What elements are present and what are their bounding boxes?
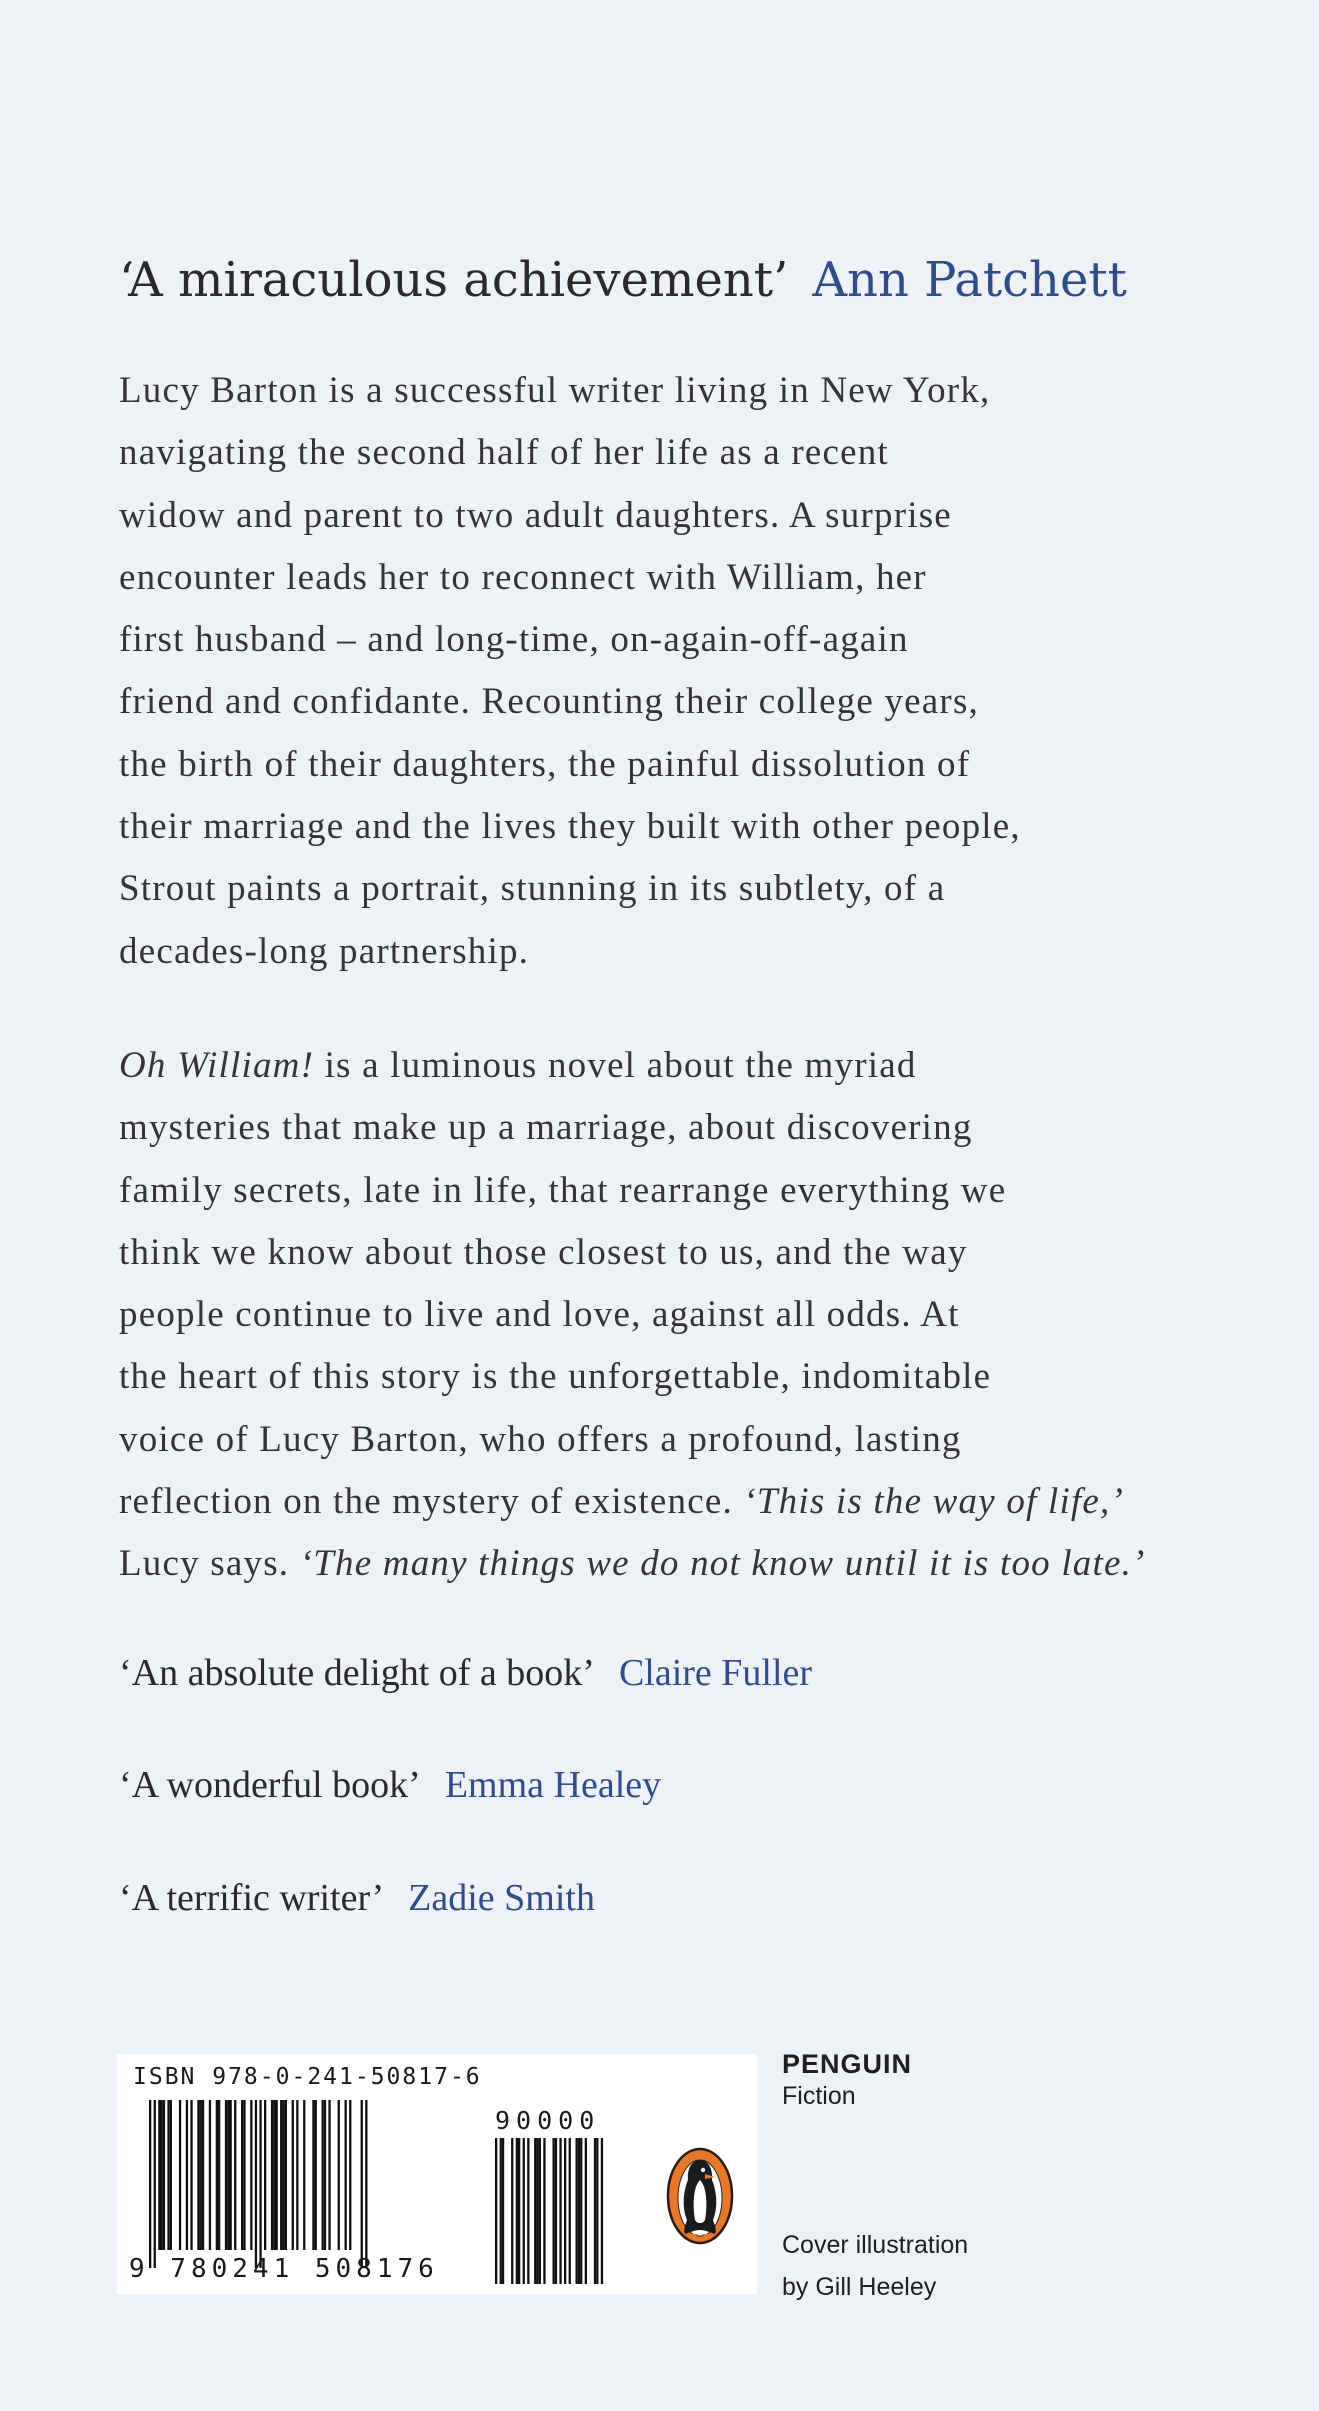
addon-barcode-bar [500,2138,502,2284]
review-quote-emma-healey [119,1760,661,1810]
barcode-bar [170,2100,172,2250]
barcode-bar [230,2100,232,2250]
headline-quote [119,248,1127,312]
blurb-line: decades-long partnership. [119,930,530,972]
barcode-bar [167,2100,169,2250]
blurb-line: friend and confidante. Recounting their college years, [119,681,979,723]
barcode-bar [328,2100,330,2250]
barcode-bar [227,2100,229,2250]
blurb-paragraph-1 [119,360,1219,983]
review-quote-text: ‘A wonderful book’ [119,1764,421,1806]
blurb-line: think we know about those closest to us, and the way [119,1231,968,1273]
addon-barcode-bar [523,2138,525,2284]
blurb-line: voice of Lucy Barton, who offers a profound, lasting [119,1418,962,1460]
ean-digits: 9 780241 508176 [129,2254,439,2284]
barcode-bar [264,2100,266,2250]
addon-barcode-bar [594,2138,596,2284]
blurb-text: is a luminous novel about the myriad [314,1045,917,1086]
blurb-italic-quote: ‘The many things we do not know until it is too late.’ [299,1543,1146,1585]
barcode-bar [349,2100,351,2250]
blurb-text: Lucy says. [119,1543,300,1585]
barcode-bar [218,2100,220,2250]
blurb-paragraph-2 [119,1035,1219,1596]
cover-credit [782,2224,968,2308]
review-quote-text: ‘An absolute delight of a book’ [119,1652,595,1694]
barcode-bar [154,2100,156,2268]
addon-barcode-bar [553,2138,555,2284]
addon-barcode-bar [534,2138,536,2284]
addon-barcode-bar [516,2138,518,2284]
cover-credit-line-1: Cover illustration [782,2231,969,2259]
blurb-line: Strout paints a portrait, stunning in its subtlety, of a [119,868,946,910]
addon-barcode-bar [569,2138,571,2284]
headline-attribution: Ann Patchett [812,252,1127,308]
blurb-line [119,1035,1219,1097]
blurb-line [119,1533,1219,1595]
addon-barcode-bar [543,2138,545,2284]
barcode-bar [149,2100,151,2268]
barcode-bar [282,2100,284,2250]
blurb-line: family secrets, late in life, that rearrange everything we [119,1169,1007,1211]
barcode-bar [312,2100,314,2250]
barcode-bar [296,2100,298,2250]
publisher-name: PENGUIN [782,2049,913,2079]
addon-barcode-bar [564,2138,566,2284]
barcode-bar [179,2100,181,2250]
blurb-text: reflection on the mystery of existence. [119,1481,744,1523]
barcode-bar [243,2100,245,2250]
blurb-line: navigating the second half of her life as a recent [119,432,889,474]
barcode-bar [197,2100,199,2250]
book-title-italic: Oh William! [119,1045,315,1086]
addon-barcode-bar [495,2138,497,2284]
barcode-bar [216,2100,218,2250]
review-attribution: Emma Healey [444,1764,662,1806]
blurb-line: the heart of this story is the unforgettable, indomitable [119,1356,992,1398]
addon-barcode-bar [511,2138,513,2284]
blurb-line: first husband – and long-time, on-again-off-again [119,619,909,661]
blurb-line: encounter leads her to reconnect with William, her [119,556,927,598]
barcode-bar [292,2100,294,2250]
barcode-bar [209,2100,211,2250]
barcode-bar [241,2100,243,2250]
barcode-bar [163,2100,165,2250]
addon-barcode-bar [585,2138,587,2284]
barcode-bar [271,2100,273,2250]
barcode-bar [225,2100,227,2250]
isbn-label: ISBN 978-0-241-50817-6 [133,2064,482,2090]
addon-barcode-bar [559,2138,561,2284]
barcode-bar [161,2100,163,2250]
barcode-bar [186,2100,188,2250]
addon-barcode-icon [495,2138,603,2284]
addon-barcode-bar [518,2138,520,2284]
addon-barcode-bar [555,2138,557,2284]
barcode-bar [200,2100,202,2250]
addon-barcode-bar [578,2138,580,2284]
addon-barcode-bar [502,2138,504,2284]
barcode-bar [324,2100,326,2250]
barcode-bar [259,2100,261,2268]
barcode-bar [280,2100,282,2250]
barcode-bar [234,2100,236,2250]
ean13-barcode-icon [149,2100,368,2268]
barcode-bar [338,2100,340,2250]
penguin-logo-icon [665,2146,735,2246]
blurb-line: people continue to live and love, against all odds. At [119,1294,960,1336]
barcode-bar [322,2100,324,2250]
blurb-italic-quote: ‘This is the way of life,’ [743,1481,1124,1523]
barcode-bar [190,2100,192,2250]
blurb-line: mysteries that make up a marriage, about discovering [119,1107,973,1149]
blurb-line [119,1471,1219,1533]
addon-barcode-bar [539,2138,541,2284]
blurb-line: widow and parent to two adult daughters. A surprise [119,494,952,536]
blurb-line: the birth of their daughters, the painful dissolution of [119,743,971,785]
barcode-bar [303,2100,305,2250]
barcode-bar [361,2100,363,2268]
price-code: 90000 [495,2106,601,2135]
publisher-genre: Fiction [782,2082,856,2110]
review-quote-text: ‘A terrific writer’ [119,1877,385,1919]
review-quote-claire-fuller [119,1648,812,1698]
addon-barcode-bar [576,2138,578,2284]
cover-credit-line-2: by Gill Heeley [782,2273,937,2301]
addon-barcode-bar [580,2138,582,2284]
blurb-line: Lucy Barton is a successful writer living in New York, [119,370,991,411]
barcode-bar [285,2100,287,2250]
barcode-panel [117,2054,757,2294]
barcode-bar [202,2100,204,2250]
review-attribution: Zadie Smith [408,1877,595,1919]
barcode-bar [365,2100,367,2268]
review-quote-zadie-smith [119,1873,595,1923]
addon-barcode-bar [601,2138,603,2284]
barcode-bar [315,2100,317,2250]
headline-quote-text: ‘A miraculous achievement’ [119,252,789,308]
barcode-bar [345,2100,347,2250]
review-attribution: Claire Fuller [618,1652,813,1694]
barcode-bar [250,2100,252,2250]
addon-barcode-bar [536,2138,538,2284]
addon-barcode-bar [527,2138,529,2284]
barcode-bar [158,2100,160,2250]
barcode-bar [276,2100,278,2250]
addon-barcode-bar [596,2138,598,2284]
barcode-bar [273,2100,275,2250]
blurb-line: their marriage and the lives they built with other people, [119,806,1021,848]
publisher-block [782,2048,912,2112]
barcode-bar [255,2100,257,2268]
